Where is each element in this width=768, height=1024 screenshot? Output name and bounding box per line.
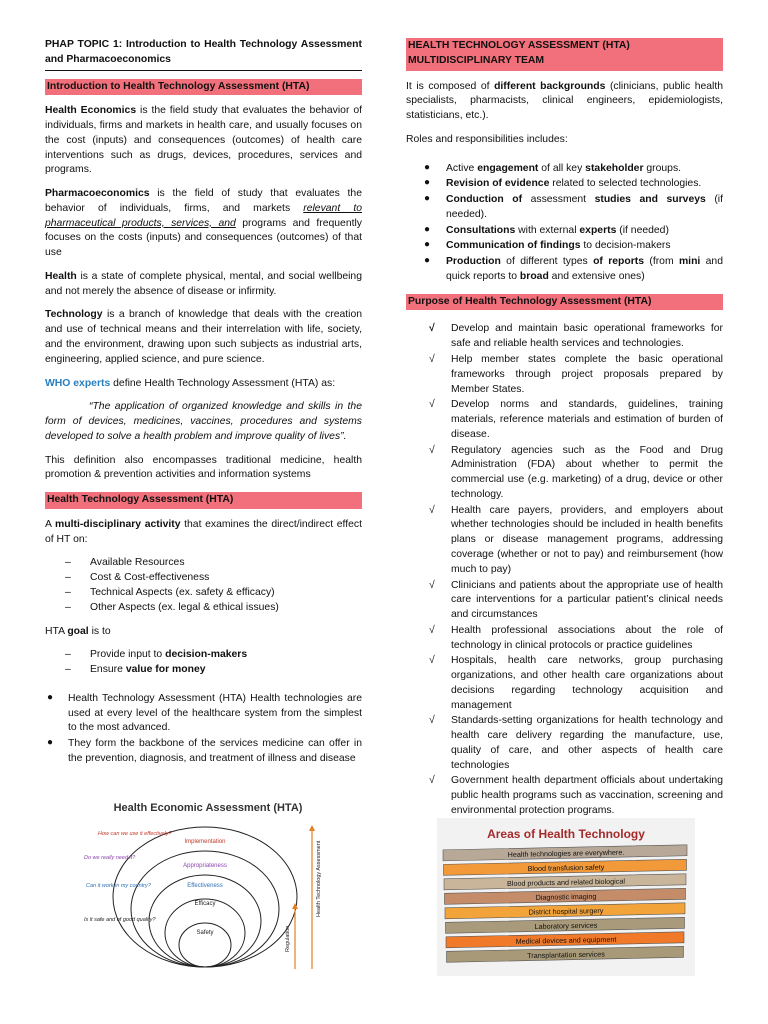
- bullet-text: Health Technology Assessment (HTA) Health technologies are used at every level of the healthcare system from the simplest to the most advanced.: [68, 692, 362, 734]
- paragraph-definition-note: This definition also encompasses traditional medicine, health promotion & prevention activities and information systems: [45, 454, 362, 481]
- paragraph-composed: It is composed of different backgrounds (clinicians, public health specialists, pharmacists, clinical engineers, epidemiologists, statisticians, etc.).: [406, 80, 724, 122]
- dash-marker: –: [65, 572, 71, 584]
- goal-item: – Provide input to decision-makers: [45, 648, 362, 663]
- role-item: ● Active engagement of all key stakeholder groups.: [424, 161, 682, 174]
- dash-marker: –: [65, 649, 71, 661]
- check-icon: √: [429, 715, 435, 727]
- purpose-item: [406, 714, 723, 773]
- check-icon: √: [429, 775, 435, 787]
- area-bar-label: Transplantation services: [527, 949, 605, 961]
- section-heading-intro-hta: Introduction to Health Technology Assessment (HTA): [45, 79, 362, 96]
- section-heading-hta: Health Technology Assessment (HTA): [45, 492, 362, 509]
- circle-implementation: [113, 827, 297, 967]
- dash-marker: –: [65, 557, 71, 569]
- label-appropriateness: Appropriateness: [183, 863, 227, 869]
- purpose-list: [406, 322, 723, 818]
- effect-item: [45, 556, 362, 571]
- bullet-dot-icon: ●: [424, 193, 431, 205]
- check-icon: √: [429, 504, 435, 516]
- goals-list: [45, 648, 362, 678]
- label-efficacy: Efficacy: [194, 901, 216, 907]
- areas-of-health-technology-figure: [437, 818, 695, 976]
- figure1-title: Health Economic Assessment (HTA): [113, 802, 303, 814]
- hta-bullet-list: [45, 692, 362, 767]
- paragraph-health-economics: Health Economics is the field study that evaluates the behavior of individuals, firms and markets in health care, and usually focuses on the cost (inputs) and consequences (outcomes) of health care interventions such as drugs, devices, procedures, services and programs.: [45, 105, 362, 176]
- label-safety: Safety: [196, 930, 214, 936]
- purpose-text: Develop and maintain basic operational frameworks for safe and reliable health services and technologies.: [451, 323, 723, 350]
- purpose-text: Hospitals, health care networks, group purchasing organizations, and other health care organizations about decisions regarding technology acquisition and management: [451, 655, 723, 711]
- figure2-title: Areas of Health Technology: [487, 827, 645, 841]
- bullet-text: They form the backbone of the services medicine can offer in the prevention, diagnosis, and treatment of illness and disease: [68, 738, 362, 764]
- purpose-item: [406, 579, 723, 623]
- area-bar-label: Medical devices and equipment: [515, 934, 617, 946]
- role-item: ● Consultations with external experts (if needed): [424, 223, 669, 236]
- purpose-item: [406, 774, 723, 818]
- bullet-dot-icon: ●: [424, 161, 431, 173]
- purpose-text: Clinicians and patients about the appropriate use of health care interventions for a particular patient’s clinical needs and circumstances: [451, 579, 723, 621]
- check-icon: √: [429, 444, 435, 456]
- hta-arrow-head: [309, 825, 315, 831]
- bullet-dot-icon: ●: [424, 223, 431, 235]
- effect-item: [45, 571, 362, 586]
- role-item: ● Communication of findings to decision-makers: [424, 239, 671, 252]
- check-icon: √: [429, 655, 435, 667]
- check-icon: √: [429, 579, 435, 591]
- check-icon: √: [429, 323, 435, 335]
- paragraph-who: WHO experts define Health Technology Assessment (HTA) as:: [45, 377, 336, 389]
- role-item: ● Production of different types of reports (from mini and quick reports to broad and extensive ones): [424, 255, 723, 282]
- effect-text: Other Aspects (ex. legal & ethical issues): [90, 601, 279, 613]
- check-icon: √: [429, 624, 435, 636]
- question-safe: Is it safe and of good quality?: [84, 917, 156, 923]
- effect-text: Cost & Cost-effectiveness: [90, 572, 210, 584]
- effects-list: [45, 556, 362, 615]
- area-bar-label: Blood transfusion safety: [527, 862, 605, 874]
- paragraph-health: Health is a state of complete physical, mental, and social wellbeing and not merely the absence of disease or infirmity.: [45, 270, 362, 297]
- effect-item: [45, 586, 362, 601]
- role-item: ● Conduction of assessment studies and surveys (if needed).: [424, 193, 723, 220]
- purpose-item: [406, 444, 723, 503]
- purpose-item: [406, 398, 723, 442]
- roles-intro: Roles and responsibilities includes:: [406, 133, 568, 145]
- purpose-text: Help member states complete the basic operational frameworks through project proposals prepared by Member States.: [451, 354, 723, 395]
- area-bar-label: Health technologies are everywhere.: [507, 847, 625, 860]
- dash-marker: –: [65, 601, 71, 613]
- purpose-item: [406, 654, 723, 713]
- purpose-text: Standards-setting organizations for health technology and health care delivery regarding the manufacture, use, quality of care, and other aspects of health care technologies: [451, 715, 723, 771]
- bullet-dot-icon: ●: [424, 255, 431, 267]
- bullet-dot-icon: ●: [47, 737, 54, 749]
- bullet-dot-icon: ●: [424, 177, 431, 189]
- purpose-item: [406, 353, 723, 397]
- label-regulation: Regulation: [285, 925, 291, 952]
- hta-bullet-item: [45, 692, 362, 736]
- purpose-item: [406, 322, 723, 352]
- purpose-text: Regulatory agencies such as the Food and Drug Administration (FDA) about whether to permit the commercial use (e.g. marketing) of a drug, device or other technology.: [451, 444, 723, 500]
- effect-text: Available Resources: [90, 557, 185, 569]
- dash-marker: –: [65, 586, 71, 598]
- question-country: Can it work in my country?: [86, 883, 151, 889]
- purpose-text: Health professional associations about the role of technology in clinical protocols or practice guidelines: [451, 624, 723, 651]
- page-title: PHAP TOPIC 1: Introduction to Health Technology Assessment and Pharmacoeconomics: [45, 38, 362, 71]
- section-heading-purpose: Purpose of Health Technology Assessment (HTA): [406, 294, 723, 311]
- paragraph-pharmacoeconomics: Pharmacoeconomics is the field of study that evaluates the behavior of individuals, firms, and markets relevant to pharmaceutical products, services, and programs and frequently focuses on the costs (inputs) and consequences (outcomes) of that use: [45, 188, 362, 259]
- area-bars: [443, 845, 687, 963]
- section-heading-team: HEALTH TECHNOLOGY ASSESSMENT (HTA) MULTIDISCIPLINARY TEAM: [406, 38, 723, 71]
- label-effectiveness: Effectiveness: [187, 883, 223, 889]
- check-icon: √: [429, 354, 435, 366]
- effect-text: Technical Aspects (ex. safety & efficacy): [90, 586, 275, 598]
- effect-item: [45, 601, 362, 616]
- hta-bullet-item: [45, 737, 362, 767]
- area-bar-label: Diagnostic imaging: [535, 891, 597, 902]
- check-icon: √: [429, 399, 435, 411]
- purpose-text: Health care payers, providers, and employers about whether technologies should be included in health benefits plans or disease management programs, addressing coverage (whether or not to pay) and reimbursement (how much to pay): [451, 504, 723, 575]
- who-quote: “The application of organized knowledge and skills in the form of devices, medicines, vaccines, procedures and systems developed to solve a health problem and improve quality of lives”.: [45, 401, 362, 442]
- dash-marker: –: [65, 664, 71, 676]
- roles-list: [406, 162, 723, 285]
- question-effective: How can we use it effectively?: [98, 831, 172, 837]
- paragraph-hta-intro: A multi-disciplinary activity that examines the direct/indirect effect of HT on:: [45, 518, 362, 545]
- purpose-item: [406, 504, 723, 578]
- label-implementation: Implementation: [184, 839, 226, 845]
- goal-item: – Ensure value for money: [45, 663, 362, 678]
- purpose-text: Government health department officials about undertaking public health programs such as vaccination, screening and environmental protection programs.: [451, 775, 723, 816]
- bullet-dot-icon: ●: [47, 691, 54, 703]
- purpose-text: Develop norms and standards, guidelines, training materials, reference materials and estimation of burden of disease.: [451, 399, 723, 440]
- health-economic-assessment-figure: [84, 797, 330, 972]
- question-need: Do we really need it?: [84, 855, 136, 861]
- area-bar-label: District hospital surgery: [528, 906, 604, 917]
- purpose-item: [406, 624, 723, 654]
- right-column: [406, 38, 723, 828]
- paragraph-technology: Technology is a branch of knowledge that deals with the creation and use of technical means and their interrelation with life, society, and the environment, drawing upon such subjects as industrial arts, engineering, applied science, and pure science.: [45, 309, 362, 365]
- area-bar-label: Laboratory services: [534, 920, 598, 931]
- regulation-arrow-head: [292, 903, 298, 909]
- bullet-dot-icon: ●: [424, 239, 431, 251]
- area-bar-label: Blood products and related biological: [507, 876, 625, 889]
- paragraph-hta-goal: HTA goal is to: [45, 625, 111, 637]
- left-column: [45, 38, 362, 776]
- role-item: ● Revision of evidence related to selected technologies.: [424, 177, 702, 190]
- label-hta-side: Health Technology Assessment: [316, 840, 322, 917]
